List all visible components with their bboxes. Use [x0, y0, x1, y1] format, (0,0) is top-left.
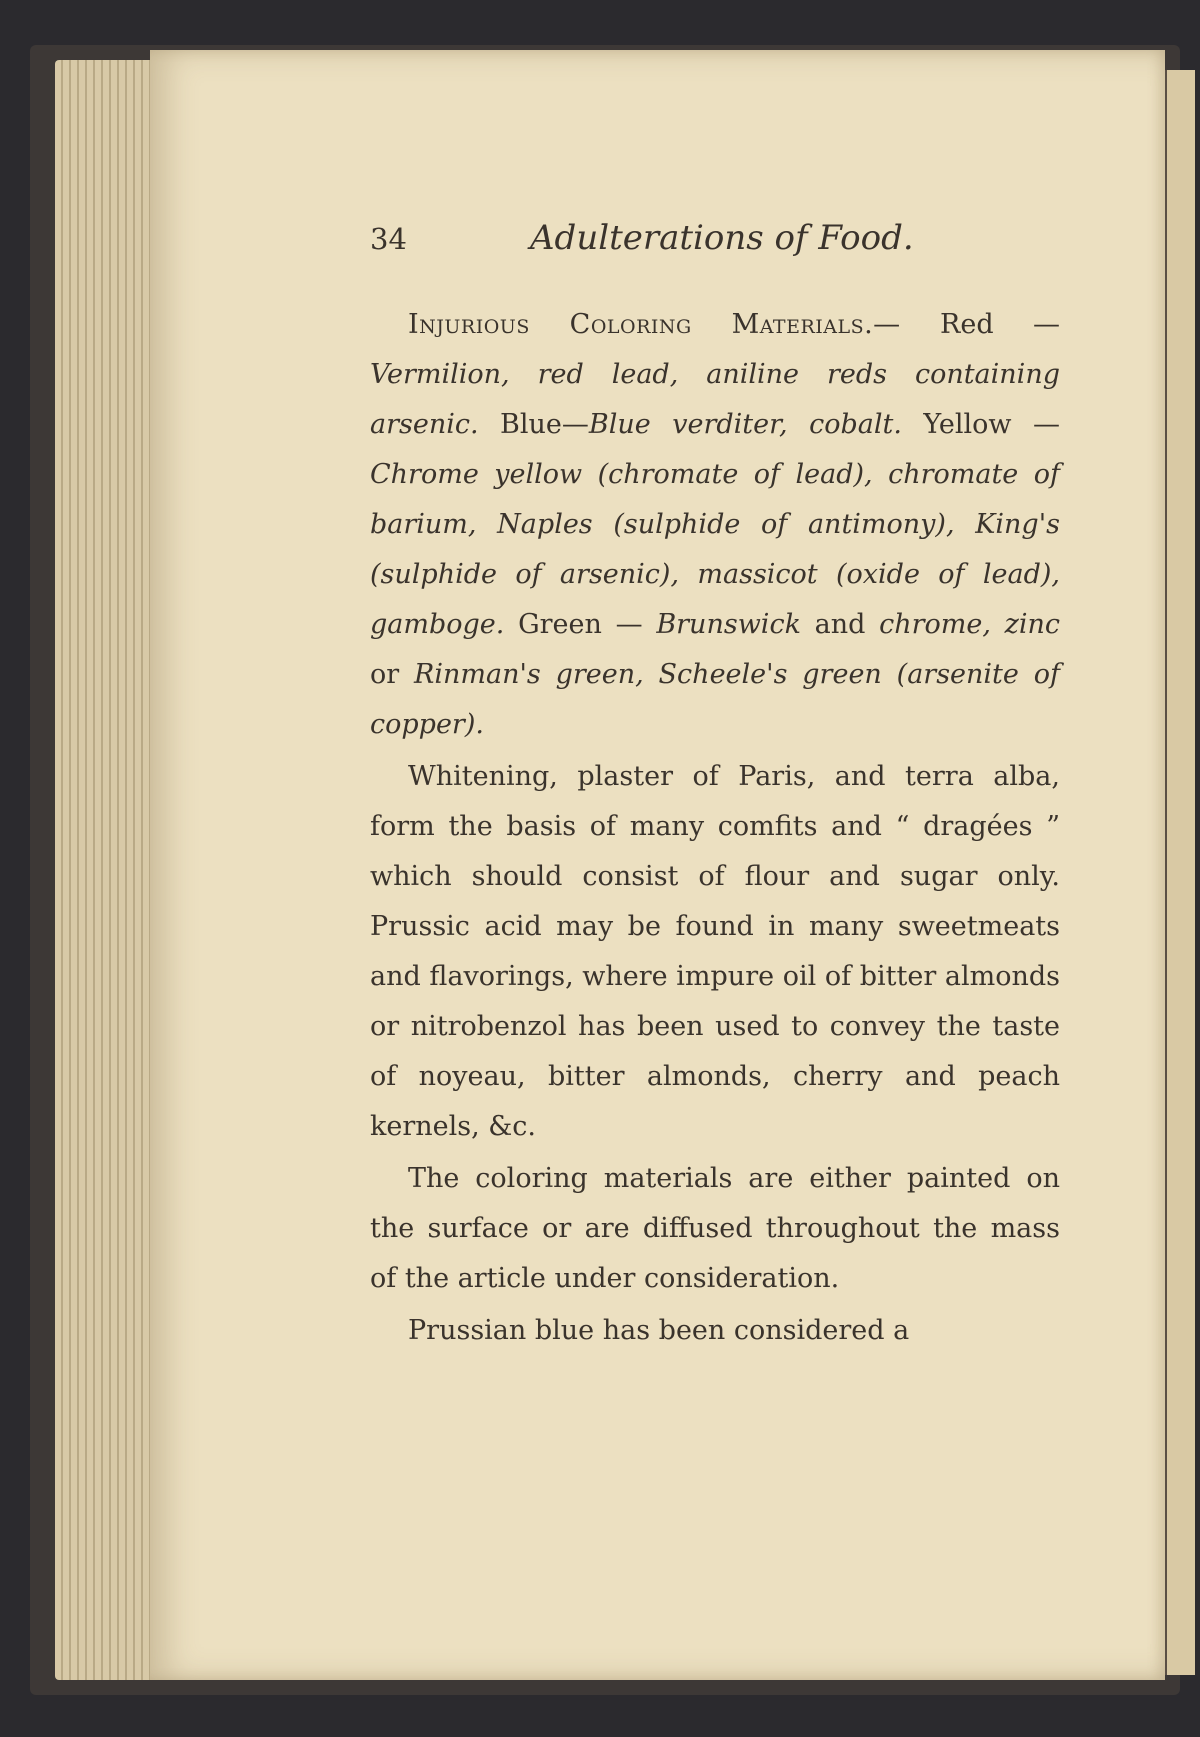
conjunction-or: or — [370, 659, 415, 690]
green-item: Brunswick — [656, 609, 801, 640]
green-item: Rinman's green, Scheele's green (arsenite of copper). — [370, 659, 1060, 740]
dash: — — [1011, 409, 1060, 440]
body-text — [370, 300, 1060, 1356]
section-heading: Injurious Coloring Materials.— — [408, 309, 901, 340]
paragraph-painted-surface: The coloring materials are either painted on the surface or are diffused throughout the mass of the article under consideration. — [370, 1163, 1060, 1294]
dash: — — [993, 309, 1060, 340]
conjunction-and: and — [800, 609, 880, 640]
blue-label: Blue— — [478, 409, 589, 440]
green-item: chrome, zinc — [879, 609, 1061, 640]
blue-items: Blue verditer, cobalt. — [588, 409, 902, 440]
paragraph-coloring-materials — [370, 300, 1060, 750]
running-title: Adulterations of Food. — [530, 218, 914, 258]
green-label: Green — [504, 609, 602, 640]
dash: — — [601, 609, 657, 640]
red-items: Vermilion, red lead, aniline reds containing arsenic. — [370, 359, 1060, 440]
paragraph-comfits: Whitening, plaster of Paris, and terra alba, form the basis of many comfits and “ dragées ” which should consist of flour and sugar only. Prussic acid may be found in many sweetmeats and flavorings, where impure oil of bitter almonds or nitrobenzol has been used to convey the taste of noyeau, bitter almonds, cherry and peach kernels, &c. — [370, 761, 1060, 1142]
facing-page-edge — [1165, 70, 1195, 1675]
paragraph-prussian-blue: Prussian blue has been considered a — [408, 1315, 910, 1346]
running-header — [370, 218, 1060, 272]
yellow-label: Yellow — [901, 409, 1012, 440]
page-number: 34 — [370, 222, 407, 256]
red-label: Red — [940, 309, 994, 340]
yellow-items: Chrome yellow (chromate of lead), chromate of barium, Naples (sulphide of antimony), King's (sulphide of arsenic), massicot (oxide of lead), gamboge. — [370, 459, 1060, 640]
